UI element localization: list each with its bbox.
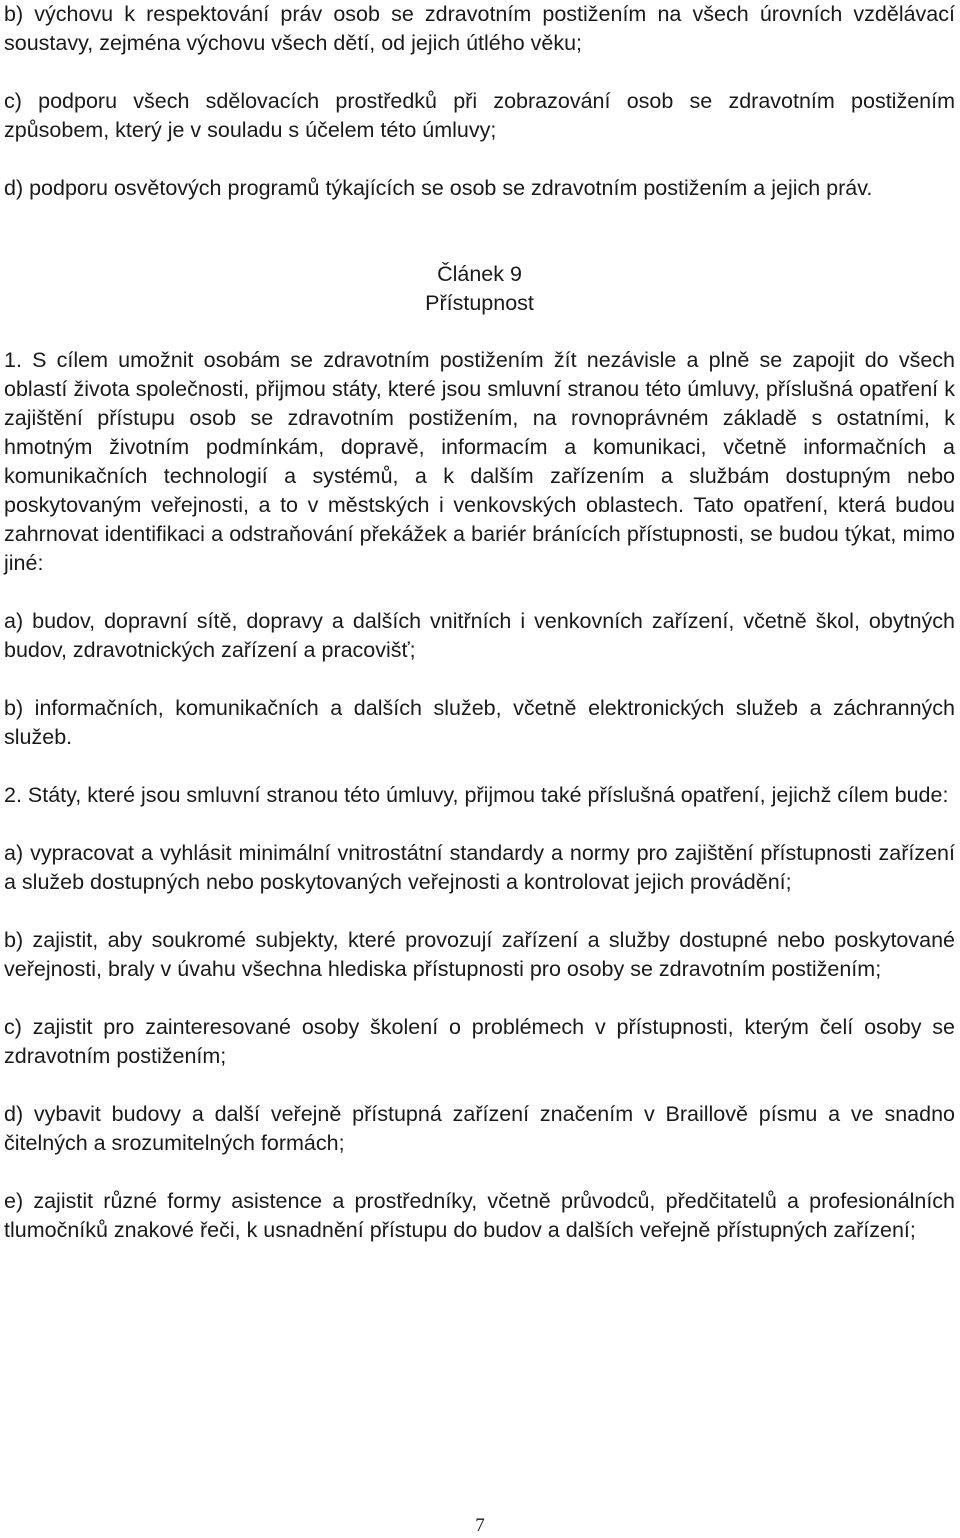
paragraph-2-item-e: e) zajistit různé formy asistence a prostředníky, včetně průvodců, předčitatelů a profesionálních tlumočníků znakové řeči, k usnadnění přístupu do budov a dalších veřejně přístupných zařízení; xyxy=(4,1189,955,1242)
paragraph-1-item-a: a) budov, dopravní sítě, dopravy a dalších vnitřních i venkovních zařízení, včetně škol, obytných budov, zdravotnických zařízení a pracovišť; xyxy=(4,609,955,662)
paragraph-2-item-a: a) vypracovat a vyhlásit minimální vnitrostátní standardy a normy pro zajištění přístupnosti zařízení a služeb dostupných nebo poskytovaných veřejnosti a kontrolovat jejich provádění; xyxy=(4,841,955,894)
paragraph-2: 2. Státy, které jsou smluvní stranou této úmluvy, přijmou také příslušná opatření, jejichž cílem bude: xyxy=(4,783,949,807)
article-heading xyxy=(4,260,955,318)
paragraph-1: 1. S cílem umožnit osobám se zdravotním postižením žít nezávisle a plně se zapojit do všech oblastí života společnosti, přijmou státy, které jsou smluvní stranou této úmluvy, příslušná opatření k zajištění přístupu osob se zdravotním postižením, na rovnoprávném základě s ostatními, k hmotným životním podmínkám, dopravě, informacím a komunikaci, včetně informačních a komunikačních technologií a systémů, a k dalším zařízením a službám dostupným nebo poskytovaným veřejnosti, a to v městských i venkovských oblastech. Tato opatření, která budou zahrnovat identifikaci a odstraňování překážek a bariér bránících přístupnosti, se budou týkat, mimo jiné: xyxy=(4,348,955,575)
page-number: 7 xyxy=(475,1515,485,1536)
intro-item-c: c) podporu všech sdělovacích prostředků při zobrazování osob se zdravotním postižením způsobem, který je v souladu s účelem této úmluvy; xyxy=(4,89,955,142)
intro-item-d: d) podporu osvětových programů týkajících se osob se zdravotním postižením a jejich práv. xyxy=(4,176,873,200)
paragraph-2-item-d: d) vybavit budovy a další veřejně přístupná zařízení značením v Braillově písmu a ve snadno čitelných a srozumitelných formách; xyxy=(4,1102,955,1155)
paragraph-1-item-b: b) informačních, komunikačních a dalších služeb, včetně elektronických služeb a záchranných služeb. xyxy=(4,696,955,749)
article-number: Článek 9 xyxy=(437,262,522,286)
intro-item-b: b) výchovu k respektování práv osob se zdravotním postižením na všech úrovních vzdělávací soustavy, zejména výchovu všech dětí, od jejich útlého věku; xyxy=(4,2,955,55)
paragraph-2-item-b: b) zajistit, aby soukromé subjekty, které provozují zařízení a služby dostupné nebo poskytované veřejnosti, braly v úvahu všechna hlediska přístupnosti pro osoby se zdravotním postižením; xyxy=(4,928,955,981)
document-page xyxy=(4,0,955,1245)
paragraph-2-item-c: c) zajistit pro zainteresované osoby školení o problémech v přístupnosti, kterým čelí osoby se zdravotním postižením; xyxy=(4,1015,955,1068)
article-title: Přístupnost xyxy=(425,291,534,315)
